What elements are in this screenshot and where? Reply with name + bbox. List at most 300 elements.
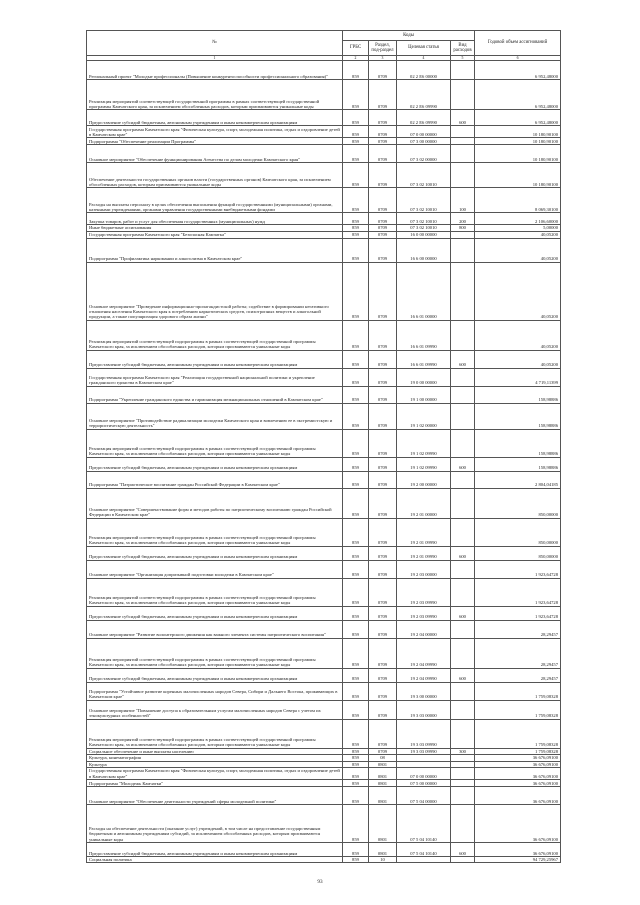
row-expense-type <box>451 719 475 748</box>
row-section: 0709 <box>369 126 397 138</box>
row-expense-type <box>451 262 475 320</box>
row-amount: 850,00000 <box>475 488 561 518</box>
table-row <box>87 368 561 386</box>
row-expense-type <box>451 368 475 386</box>
row-grbs: 859 <box>343 471 369 488</box>
row-grbs: 859 <box>343 755 369 761</box>
row-grbs: 859 <box>343 386 369 403</box>
row-amount: 6 952,48000 <box>475 110 561 126</box>
row-expense-type <box>451 138 475 145</box>
table-row <box>87 668 561 682</box>
table-row <box>87 110 561 126</box>
row-grbs: 859 <box>343 350 369 368</box>
column-number: 2 <box>343 56 369 61</box>
row-amount: 8 069,30100 <box>475 188 561 213</box>
row-expense-type: 600 <box>451 110 475 126</box>
row-expense-type <box>451 429 475 457</box>
row-name: Культура, кинематография <box>87 755 343 761</box>
row-amount: 36 676,09100 <box>475 761 561 767</box>
table-row <box>87 126 561 138</box>
row-grbs: 859 <box>343 560 369 578</box>
row-expense-type <box>451 126 475 138</box>
row-grbs: 859 <box>343 488 369 518</box>
row-section: 0801 <box>369 787 397 805</box>
row-grbs: 859 <box>343 780 369 787</box>
row-grbs: 859 <box>343 110 369 126</box>
row-amount: 94 729,25967 <box>475 857 561 863</box>
row-expense-type <box>451 471 475 488</box>
row-section: 0709 <box>369 668 397 682</box>
row-name: Обеспечение деятельности государственных органов власти (государственных органов) Камчатского края, за исключением обособленных расходов, которым присваиваются уникальные коды <box>87 163 343 188</box>
row-grbs: 859 <box>343 748 369 754</box>
row-section: 0709 <box>369 457 397 471</box>
table-row <box>87 488 561 518</box>
row-name: Реализация мероприятий соответствующей подпрограммы в рамках соответствующей государственной программы Камчатского края, за исключением обособленных расходов, которым присваиваются уникальные коды <box>87 638 343 668</box>
row-amount: 10 180,90100 <box>475 138 561 145</box>
row-target-article: 07 0 00 00000 <box>397 126 451 138</box>
row-name: Основное мероприятие "Развитие волонтерского движения как важного элемента системы патриотического воспитания" <box>87 620 343 638</box>
row-amount: 36 676,09100 <box>475 780 561 787</box>
row-grbs: 859 <box>343 843 369 857</box>
row-name: Подпрограмма "Устойчивое развитие коренных малочисленных народов Севера, Сибири и Дальнего Востока, проживающих в Камчатском крае" <box>87 682 343 700</box>
row-grbs: 859 <box>343 700 369 719</box>
table-row <box>87 262 561 320</box>
row-target-article: 16 6 01 00000 <box>397 262 451 320</box>
table-row <box>87 61 561 80</box>
row-target-article: 19 2 04 09990 <box>397 638 451 668</box>
header-target-article: Целевая статья <box>397 41 451 56</box>
row-expense-type <box>451 700 475 719</box>
row-expense-type <box>451 80 475 110</box>
row-target-article: 07 5 04 00000 <box>397 787 451 805</box>
budget-table <box>86 30 561 863</box>
row-amount: 2 804,04185 <box>475 471 561 488</box>
row-amount: 5,00000 <box>475 225 561 231</box>
row-section: 0709 <box>369 350 397 368</box>
row-grbs: 859 <box>343 638 369 668</box>
row-section: 0709 <box>369 145 397 163</box>
row-grbs: 859 <box>343 80 369 110</box>
row-section: 0709 <box>369 560 397 578</box>
row-expense-type: 100 <box>451 188 475 213</box>
row-expense-type: 600 <box>451 350 475 368</box>
row-amount: 10 180,90100 <box>475 126 561 138</box>
row-expense-type: 600 <box>451 606 475 620</box>
row-name: Подпрограмма "Профилактика наркомании и алкоголизма в Камчатском крае" <box>87 238 343 262</box>
row-section: 0709 <box>369 225 397 231</box>
row-amount: 36 676,09100 <box>475 768 561 780</box>
page-number: 93 <box>317 879 323 885</box>
row-expense-type <box>451 805 475 843</box>
row-expense-type: 600 <box>451 457 475 471</box>
row-section: 08 <box>369 755 397 761</box>
row-name: Региональный проект "Молодые профессионалы (Повышение конкурентоспособности профессионального образования)" <box>87 61 343 80</box>
table-row <box>87 403 561 429</box>
row-name: Основное мероприятие "Совершенствование форм и методов работы по патриотическому воспитанию граждан Российской Федерации в Камчатском крае" <box>87 488 343 518</box>
row-amount: 36 676,09100 <box>475 755 561 761</box>
row-expense-type <box>451 768 475 780</box>
header-name-column: № <box>87 31 343 56</box>
row-target-article: 19 2 03 09990 <box>397 578 451 606</box>
row-amount: 158,98886 <box>475 457 561 471</box>
row-section: 0709 <box>369 546 397 560</box>
row-grbs: 859 <box>343 368 369 386</box>
row-grbs: 859 <box>343 163 369 188</box>
table-row <box>87 682 561 700</box>
row-name: Предоставление субсидий бюджетным, автономным учреждениям и иным некоммерческим организациям <box>87 110 343 126</box>
row-name: Реализация мероприятий соответствующей государственной программы в рамках соответствующей государственной программы Камчатского края, за исключением обособленных расходов, которым присваиваются уникальные коды <box>87 80 343 110</box>
table-row <box>87 578 561 606</box>
row-amount: 850,00000 <box>475 518 561 546</box>
row-target-article: 19 3 03 09990 <box>397 719 451 748</box>
row-grbs: 859 <box>343 225 369 231</box>
row-expense-type <box>451 560 475 578</box>
row-grbs: 859 <box>343 320 369 350</box>
row-target-article: 16 0 00 00000 <box>397 231 451 238</box>
header-codes-group: Коды <box>343 31 475 41</box>
row-name: Предоставление субсидий бюджетным, автономным учреждениям и иным некоммерческим организациям <box>87 546 343 560</box>
row-name: Предоставление субсидий бюджетным, автономным учреждениям и иным некоммерческим организациям <box>87 457 343 471</box>
row-amount: 40,05200 <box>475 238 561 262</box>
row-amount: 40,05200 <box>475 350 561 368</box>
table-row <box>87 805 561 843</box>
column-number: 1 <box>87 56 343 61</box>
row-amount: 28,29457 <box>475 638 561 668</box>
row-section: 0709 <box>369 110 397 126</box>
table-row <box>87 138 561 145</box>
table-row <box>87 188 561 213</box>
row-grbs: 859 <box>343 805 369 843</box>
row-target-article: 19 3 03 09990 <box>397 748 451 754</box>
row-section: 0709 <box>369 61 397 80</box>
row-target-article: 19 2 04 09990 <box>397 668 451 682</box>
row-grbs: 859 <box>343 231 369 238</box>
row-target-article: 07 3 02 10010 <box>397 213 451 225</box>
row-section: 0709 <box>369 386 397 403</box>
row-name: Предоставление субсидий бюджетным, автономным учреждениям и иным некоммерческим организациям <box>87 668 343 682</box>
row-name: Культура <box>87 761 343 767</box>
row-target-article: 07 5 04 10140 <box>397 805 451 843</box>
row-target-article: 07 0 00 00000 <box>397 768 451 780</box>
row-target-article: 02 2 E6 09990 <box>397 110 451 126</box>
row-target-article: 16 6 01 09990 <box>397 320 451 350</box>
row-name: Основное мероприятие "Противодействие радикализации молодежи Камчатского края и вовлечению ее в экстремистскую и террористическую деятельность" <box>87 403 343 429</box>
row-grbs: 859 <box>343 138 369 145</box>
row-section: 0709 <box>369 471 397 488</box>
row-amount: 10 180,90100 <box>475 163 561 188</box>
table-row <box>87 700 561 719</box>
row-expense-type <box>451 578 475 606</box>
row-expense-type <box>451 518 475 546</box>
row-grbs: 859 <box>343 857 369 863</box>
row-section: 0709 <box>369 80 397 110</box>
row-grbs: 859 <box>343 578 369 606</box>
row-name: Основное мероприятие "Обеспечение деятельности учреждений сферы молодежной политики" <box>87 787 343 805</box>
row-grbs: 859 <box>343 61 369 80</box>
row-grbs: 859 <box>343 682 369 700</box>
row-section: 0709 <box>369 488 397 518</box>
row-target-article: 19 1 02 00000 <box>397 403 451 429</box>
row-name: Социальная политика <box>87 857 343 863</box>
table-row <box>87 518 561 546</box>
row-grbs: 859 <box>343 719 369 748</box>
row-target-article: 07 3 02 10010 <box>397 188 451 213</box>
table-row <box>87 638 561 668</box>
table-row <box>87 457 561 471</box>
row-grbs: 859 <box>343 668 369 682</box>
table-row <box>87 560 561 578</box>
row-section: 0801 <box>369 768 397 780</box>
row-section: 0709 <box>369 262 397 320</box>
row-amount: 6 952,48000 <box>475 80 561 110</box>
row-grbs: 859 <box>343 145 369 163</box>
row-expense-type: 200 <box>451 213 475 225</box>
row-section: 0709 <box>369 213 397 225</box>
row-grbs: 859 <box>343 403 369 429</box>
row-target-article: 19 2 00 00000 <box>397 471 451 488</box>
row-section: 0709 <box>369 748 397 754</box>
row-target-article: 19 2 01 09990 <box>397 546 451 560</box>
row-target-article: 19 3 00 00000 <box>397 682 451 700</box>
row-expense-type: 300 <box>451 748 475 754</box>
row-amount: 1 923,64728 <box>475 560 561 578</box>
row-target-article <box>397 857 451 863</box>
row-target-article: 19 1 02 09990 <box>397 429 451 457</box>
row-target-article: 02 2 E6 09990 <box>397 80 451 110</box>
row-section: 0709 <box>369 138 397 145</box>
table-row <box>87 163 561 188</box>
row-expense-type: 600 <box>451 668 475 682</box>
row-target-article: 19 2 03 09990 <box>397 606 451 620</box>
row-section: 0709 <box>369 238 397 262</box>
row-section: 10 <box>369 857 397 863</box>
row-name: Предоставление субсидий бюджетным, автономным учреждениям и иным некоммерческим организациям <box>87 606 343 620</box>
row-amount: 4 719,11399 <box>475 368 561 386</box>
row-grbs: 859 <box>343 262 369 320</box>
row-expense-type <box>451 403 475 429</box>
table-row <box>87 386 561 403</box>
row-name: Государственная программа Камчатского края "Безопасная Камчатка" <box>87 231 343 238</box>
row-name: Расходы на обеспечение деятельности (оказание услуг) учреждений, в том числе на предоставление государственным бюджетным и автономным учреждениям субсидий, за исключением обособленных расходов, которым присваиваются уникальные коды <box>87 805 343 843</box>
row-name: Реализация мероприятий соответствующей подпрограммы в рамках соответствующей государственной программы Камчатского края, за исключением обособленных расходов, которым присваиваются уникальные коды <box>87 719 343 748</box>
row-section: 0709 <box>369 368 397 386</box>
row-grbs: 859 <box>343 546 369 560</box>
table-row <box>87 145 561 163</box>
row-grbs: 859 <box>343 238 369 262</box>
row-name: Реализация мероприятий соответствующей подпрограммы в рамках соответствующей государственной программы Камчатского края, за исключением обособленных расходов, которым присваиваются уникальные коды <box>87 429 343 457</box>
row-expense-type <box>451 780 475 787</box>
header-expense-type: Вид расходов <box>451 41 475 56</box>
row-expense-type <box>451 145 475 163</box>
row-target-article: 19 1 02 09990 <box>397 457 451 471</box>
row-expense-type <box>451 320 475 350</box>
row-expense-type: 800 <box>451 225 475 231</box>
row-section: 0709 <box>369 700 397 719</box>
row-target-article: 07 3 02 00000 <box>397 145 451 163</box>
row-target-article: 19 2 04 00000 <box>397 620 451 638</box>
row-grbs: 859 <box>343 620 369 638</box>
row-amount: 1 759,08328 <box>475 700 561 719</box>
table-row <box>87 320 561 350</box>
row-name: Реализация мероприятий соответствующей подпрограммы в рамках соответствующей государственной программы Камчатского края, за исключением обособленных расходов, которым присваиваются уникальные коды <box>87 320 343 350</box>
row-grbs: 859 <box>343 213 369 225</box>
row-target-article: 07 3 02 10010 <box>397 225 451 231</box>
row-amount: 1 759,08328 <box>475 682 561 700</box>
row-amount: 10 180,90100 <box>475 145 561 163</box>
row-expense-type <box>451 857 475 863</box>
row-expense-type <box>451 682 475 700</box>
row-expense-type <box>451 620 475 638</box>
row-amount: 36 676,09100 <box>475 843 561 857</box>
row-section: 0709 <box>369 719 397 748</box>
row-section: 0801 <box>369 843 397 857</box>
row-grbs: 859 <box>343 429 369 457</box>
row-name: Подпрограмма "Патриотическое воспитание граждан Российской Федерации в Камчатском крае" <box>87 471 343 488</box>
row-name: Реализация мероприятий соответствующей подпрограммы в рамках соответствующей государственной программы Камчатского края, за исключением обособленных расходов, которым присваиваются уникальные коды <box>87 578 343 606</box>
row-expense-type <box>451 488 475 518</box>
row-grbs: 859 <box>343 768 369 780</box>
row-target-article: 07 3 00 00000 <box>397 138 451 145</box>
table-row <box>87 620 561 638</box>
row-expense-type <box>451 163 475 188</box>
row-amount: 1 759,08328 <box>475 719 561 748</box>
row-section: 0709 <box>369 231 397 238</box>
row-amount: 1 923,64728 <box>475 578 561 606</box>
row-amount: 28,29457 <box>475 668 561 682</box>
row-name: Подпрограмма "Обеспечение реализации Программы" <box>87 138 343 145</box>
row-amount: 40,05200 <box>475 320 561 350</box>
row-amount: 36 676,09100 <box>475 787 561 805</box>
row-name: Основное мероприятие "Проведение информационно-пропагандистской работы; содействие в формировании негативного отношения населения Камчатского края к потреблению наркотических средств, психотропных веществ и алкогольной продукции, а также популяризация здорового образа жизни" <box>87 262 343 320</box>
table-row <box>87 546 561 560</box>
table-row <box>87 231 561 238</box>
row-name: Закупка товаров, работ и услуг для обеспечения государственных (муниципальных) нужд <box>87 213 343 225</box>
table-row <box>87 787 561 805</box>
table-row <box>87 80 561 110</box>
table-row <box>87 719 561 748</box>
row-section: 0709 <box>369 606 397 620</box>
row-section: 0709 <box>369 620 397 638</box>
row-target-article: 07 5 04 10140 <box>397 843 451 857</box>
row-target-article: 19 3 03 00000 <box>397 700 451 719</box>
row-section: 0709 <box>369 403 397 429</box>
budget-sheet <box>86 30 560 863</box>
row-grbs: 859 <box>343 188 369 213</box>
table-row <box>87 843 561 857</box>
row-grbs: 859 <box>343 787 369 805</box>
table-row <box>87 350 561 368</box>
table-row <box>87 213 561 225</box>
row-grbs: 859 <box>343 518 369 546</box>
row-expense-type <box>451 638 475 668</box>
row-grbs: 859 <box>343 126 369 138</box>
table-row <box>87 780 561 787</box>
row-amount: 2 106,60000 <box>475 213 561 225</box>
table-row <box>87 238 561 262</box>
table-row <box>87 857 561 863</box>
row-name: Подпрограмма "Молодежь Камчатки" <box>87 780 343 787</box>
row-name: Расходы на выплаты персоналу в целях обеспечения выполнения функций государственными (муниципальными) органами, казенными учреждениями, органами управления государственными внебюджетными фондами <box>87 188 343 213</box>
row-target-article: 07 5 00 00000 <box>397 780 451 787</box>
row-section: 0709 <box>369 429 397 457</box>
row-amount: 158,98886 <box>475 386 561 403</box>
row-amount: 28,29457 <box>475 620 561 638</box>
row-name: Основное мероприятие "Организация допризывной подготовки молодежи в Камчатском крае" <box>87 560 343 578</box>
row-section: 0709 <box>369 518 397 546</box>
row-name: Иные бюджетные ассигнования <box>87 225 343 231</box>
row-amount: 158,98886 <box>475 429 561 457</box>
row-name: Основное мероприятие "Обеспечение функционирования Агентства по делам молодежи Камчатского края" <box>87 145 343 163</box>
row-expense-type <box>451 238 475 262</box>
row-section: 0709 <box>369 638 397 668</box>
row-name: Государственная программа Камчатского края "Физическая культура, спорт, молодежная политика, отдых и оздоровление детей в Камчатском крае" <box>87 768 343 780</box>
row-expense-type <box>451 61 475 80</box>
row-name: Государственная программа Камчатского края "Физическая культура, спорт, молодежная политика, отдых и оздоровление детей в Камчатском крае" <box>87 126 343 138</box>
row-expense-type: 600 <box>451 546 475 560</box>
table-row <box>87 768 561 780</box>
row-name: Подпрограмма "Укрепление гражданского единства и гармонизация межнациональных отношений в Камчатском крае" <box>87 386 343 403</box>
row-amount: 1 759,08328 <box>475 748 561 754</box>
row-amount: 1 923,64728 <box>475 606 561 620</box>
column-number: 6 <box>475 56 561 61</box>
row-section: 0709 <box>369 188 397 213</box>
row-grbs: 859 <box>343 457 369 471</box>
row-name: Основное мероприятие "Повышение доступа к образовательным услугам малочисленных народов Севера с учетом их этнокультурных особенностей" <box>87 700 343 719</box>
row-expense-type <box>451 231 475 238</box>
row-amount: 40,05200 <box>475 231 561 238</box>
row-amount: 36 676,09100 <box>475 805 561 843</box>
row-section: 0801 <box>369 761 397 767</box>
column-number: 3 <box>369 56 397 61</box>
row-name: Социальное обеспечение и иные выплаты населению <box>87 748 343 754</box>
row-section: 0801 <box>369 805 397 843</box>
row-section: 0709 <box>369 682 397 700</box>
row-section: 0709 <box>369 163 397 188</box>
row-amount: 6 952,48000 <box>475 61 561 80</box>
row-target-article: 19 1 00 00000 <box>397 386 451 403</box>
row-expense-type <box>451 787 475 805</box>
row-expense-type <box>451 386 475 403</box>
row-name: Реализация мероприятий соответствующей подпрограммы в рамках соответствующей государственной программы Камчатского края, за исключением обособленных расходов, которым присваиваются уникальные коды <box>87 518 343 546</box>
row-target-article: 07 3 02 10010 <box>397 163 451 188</box>
row-target-article: 19 2 01 09990 <box>397 518 451 546</box>
row-amount: 40,05200 <box>475 262 561 320</box>
table-row <box>87 606 561 620</box>
row-section: 0709 <box>369 320 397 350</box>
row-section: 0709 <box>369 578 397 606</box>
header-section: Раздел, под-раздел <box>369 41 397 56</box>
row-section: 0801 <box>369 780 397 787</box>
row-name: Государственная программа Камчатского края "Реализация государственной национальной политики и укрепление гражданского единства в Камчатском крае" <box>87 368 343 386</box>
row-name: Предоставление субсидий бюджетным, автономным учреждениям и иным некоммерческим организациям <box>87 843 343 857</box>
column-number: 5 <box>451 56 475 61</box>
column-number: 4 <box>397 56 451 61</box>
header-grbs: ГРБС <box>343 41 369 56</box>
row-target-article: 19 2 03 00000 <box>397 560 451 578</box>
row-target-article: 16 6 01 09990 <box>397 350 451 368</box>
table-row <box>87 429 561 457</box>
row-amount: 158,98886 <box>475 403 561 429</box>
row-target-article: 19 0 00 00000 <box>397 368 451 386</box>
row-amount: 850,00000 <box>475 546 561 560</box>
row-name: Предоставление субсидий бюджетным, автономным учреждениям и иным некоммерческим организациям <box>87 350 343 368</box>
row-grbs: 859 <box>343 606 369 620</box>
row-target-article: 16 6 00 00000 <box>397 238 451 262</box>
table-header <box>87 31 561 61</box>
row-expense-type: 600 <box>451 843 475 857</box>
header-sum-column: Годовой объем ассигнований <box>475 31 561 56</box>
row-grbs: 859 <box>343 761 369 767</box>
